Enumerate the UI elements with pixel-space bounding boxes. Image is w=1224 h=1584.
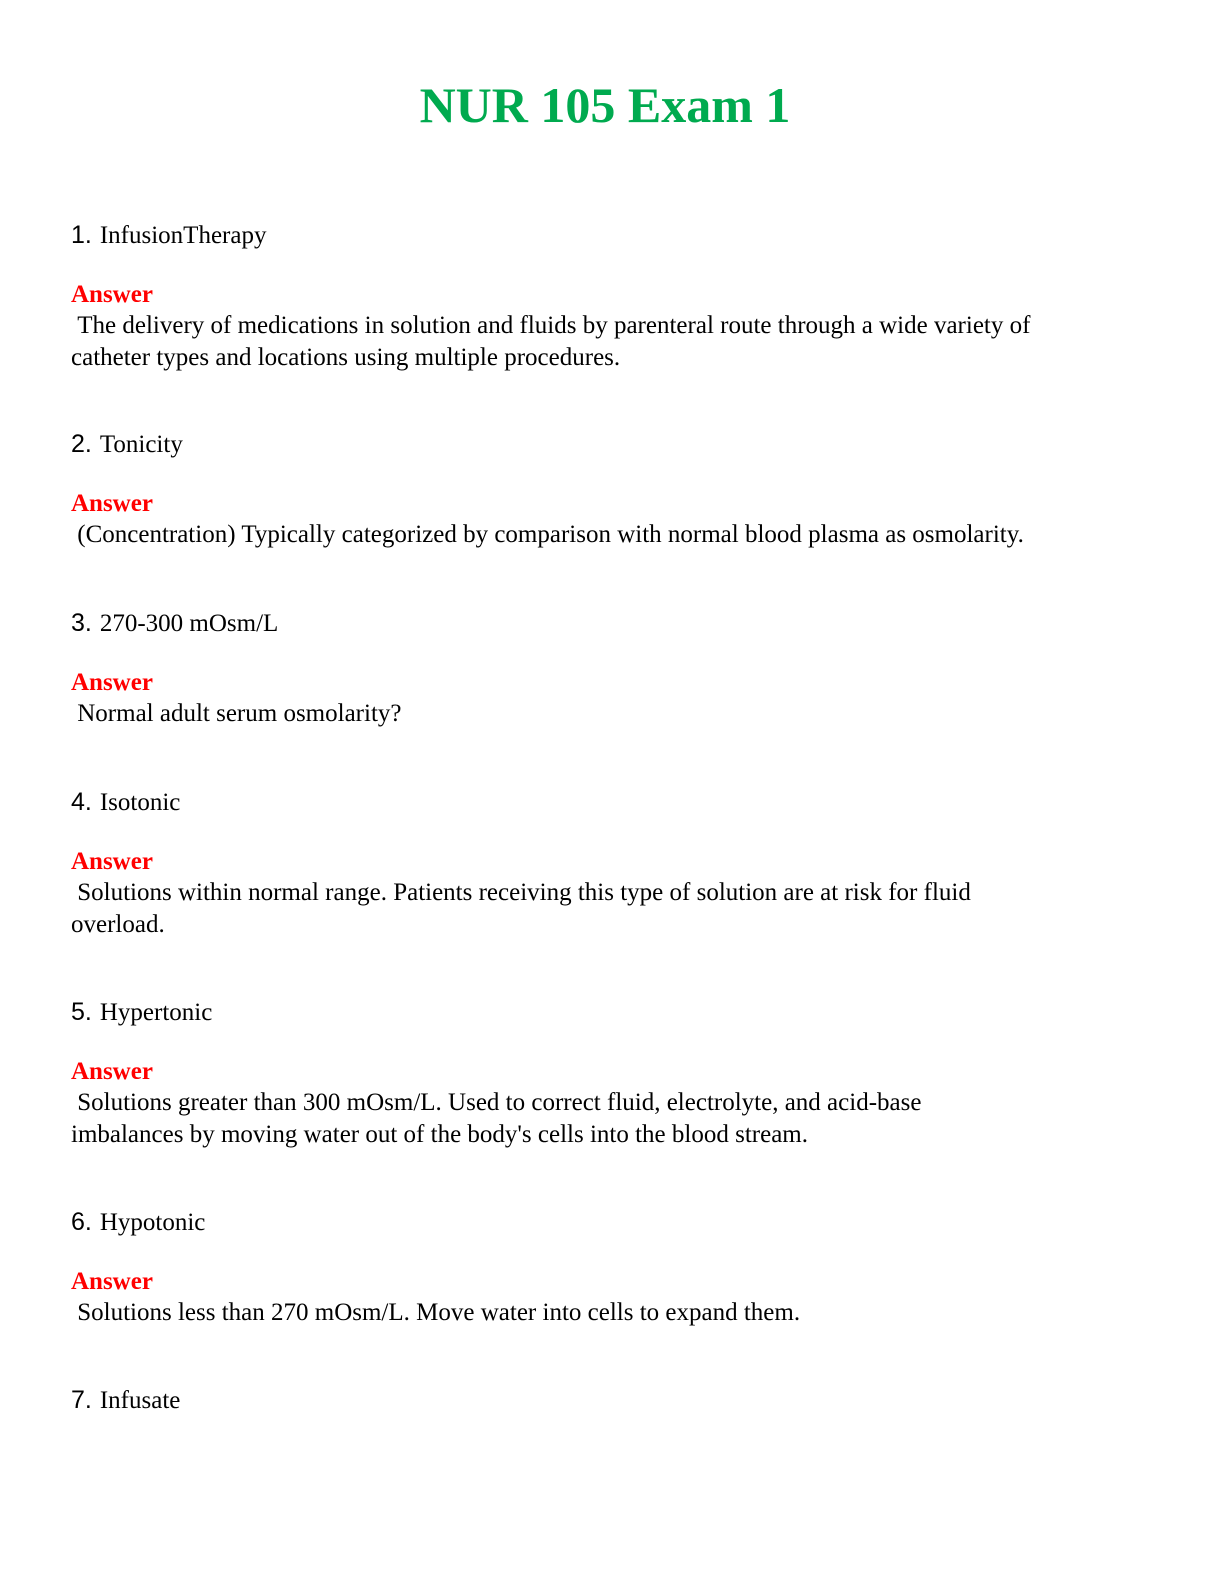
qa-item [71, 1205, 1151, 1329]
question-term: Hypertonic [99, 999, 213, 1026]
qa-item [71, 218, 1151, 374]
answer-text: Solutions within normal range. Patients receiving this type of solution are at risk for fluid overload. [71, 879, 971, 938]
question-line [71, 427, 1151, 461]
qa-item [71, 785, 1151, 941]
qa-item [71, 427, 1151, 551]
page-title: NUR 105 Exam 1 [419, 77, 791, 133]
qa-item [71, 606, 1151, 730]
question-number: 7. [71, 1386, 92, 1414]
answer-label: Answer [71, 848, 153, 875]
question-number: 6. [71, 1208, 92, 1236]
question-term: Isotonic [99, 789, 181, 816]
answer-text: Solutions greater than 300 mOsm/L. Used to correct fluid, electrolyte, and acid-base imbalances by moving water out of the body's cells into the blood stream. [71, 1089, 922, 1148]
answer-label: Answer [71, 1058, 153, 1085]
answer-text: Normal adult serum osmolarity? [71, 700, 402, 727]
answer-label: Answer [71, 490, 153, 517]
question-number: 5. [71, 998, 92, 1026]
question-line [71, 785, 1151, 819]
question-number: 2. [71, 430, 92, 458]
answer-label: Answer [71, 281, 153, 308]
question-term: InfusionTherapy [99, 222, 267, 249]
answer-text: (Concentration) Typically categorized by comparison with normal blood plasma as osmolarity. [71, 521, 1024, 548]
answer-label: Answer [71, 1268, 153, 1295]
question-line [71, 606, 1151, 640]
qa-item [71, 995, 1151, 1151]
question-term: Hypotonic [99, 1209, 206, 1236]
qa-item [71, 1383, 1151, 1417]
question-term: 270-300 mOsm/L [99, 610, 279, 637]
answer-text: The delivery of medications in solution and fluids by parenteral route through a wide variety of catheter types and locations using multiple procedures. [71, 312, 1031, 371]
question-number: 1. [71, 221, 92, 249]
question-line [71, 1205, 1151, 1239]
question-line [71, 1383, 1151, 1417]
question-term: Tonicity [99, 431, 183, 458]
answer-text: Solutions less than 270 mOsm/L. Move water into cells to expand them. [71, 1299, 801, 1326]
answer-label: Answer [71, 669, 153, 696]
question-line [71, 218, 1151, 252]
question-number: 3. [71, 609, 92, 637]
question-term: Infusate [99, 1387, 181, 1414]
question-line [71, 995, 1151, 1029]
question-number: 4. [71, 788, 92, 816]
